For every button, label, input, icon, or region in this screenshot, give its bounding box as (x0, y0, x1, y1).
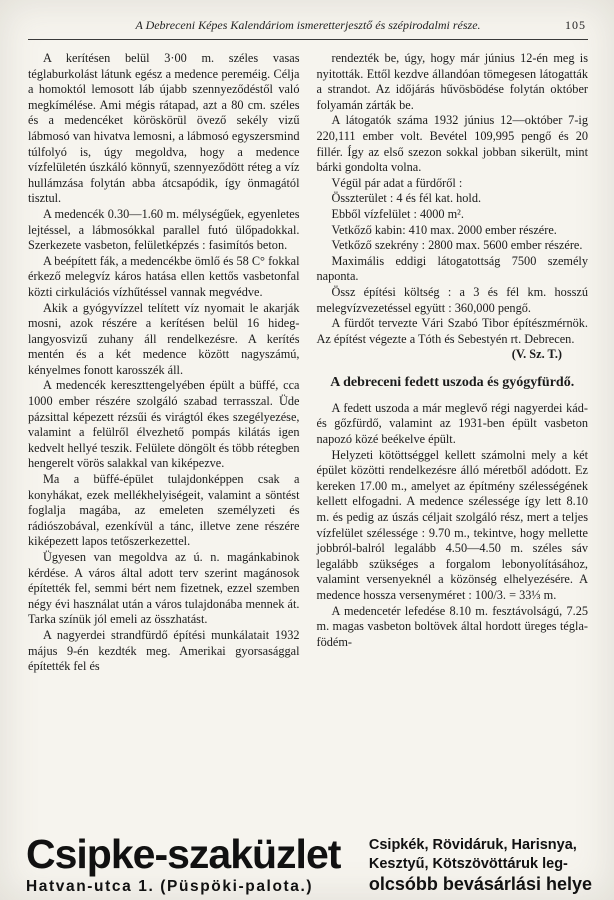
running-head (28, 18, 588, 34)
paragraph-left-3: A beépített fák, a medencékbe ömlő és 58 C° fokkal érkező melegvíz káros hatása ellen kettős vasbetonfal közti cirkulációs vízhűtéssel vannak megvédve. (28, 253, 300, 299)
paragraph-right-2: A látogatók száma 1932 június 12—október 7-ig 220,111 ember volt. Bevétel 109,995 pengő és 20 fillér. Így az első szezon sokkal jobban sikerült, mint bárki gondolta volna. (316, 113, 588, 175)
paragraph-left-2: A medencék 0.30—1.60 m. mélységűek, egyenletes lejtéssel, a lábmosókkal parallel futó ülőpadokkal. Szerkezete vasbeton, felületképzés : fasimítós beton. (28, 206, 300, 253)
stat-line-cost: Össz építési költség : a 3 és fél km. hosszú melegvízvezetéssel együtt : 360,000 pengő. (316, 284, 588, 315)
paragraph-left-1: A kerítésen belül 3·00 m. széles vasas téglaburkolást látunk egész a medence pereméig. Célja a homoktól lemosott láb újabb szennyeződéstől való megkímélése. Ami mégis rátapad, azt a 80 cm. széles és a medencéket köröskörül övező sekély vizű lábmosó van hivatva lemosni, a lábmosó egyszersmind túlfolyó is, úgy megoldva, hogy a medence vízfelületén úszkáló könnyű, szennyeződött réteg a víz hullámzása folytán abba átcsapódik, így önmagától tisztul. (28, 51, 300, 206)
page-number: 105 (565, 18, 586, 32)
stats-intro: Végül pár adat a fürdőről : (331, 175, 463, 190)
text-columns (28, 51, 588, 833)
header-rule (28, 39, 588, 40)
ad-products-block (369, 833, 592, 895)
paragraph-right-6: A medencetér lefedése 8.10 m. fesztávolságú, 7.25 m. magas vasbeton boltövek által hordott üreges tégla-födém- (316, 603, 588, 649)
paragraph-left-8: A nagyerdei strandfürdő építési munkálatait 1932 május 9-én kezdték meg. Amerikai gyorsasággal építették fel és (28, 627, 300, 674)
paragraph-right-5: Helyzeti kötöttséggel kellett számolni mely a két épület közötti rendelkezésre álló méretből adódott. Ez kereken 17.00 m., amelyet az építmény szélességének kellett elfogadni. A medence szélessége így lett 8.10 m. és pedig az úszás céljait szolgáló rész, mert a teljes vízfelület szélessége : 9.70 m., tekintve, hogy mellette jobbról-balról legalább 4.50—4.50 m. széles sáv legalább szükséges a forgalom lebonyolításához, valamint versenyeknél a közönség elhelyezésére. A medence hossza versenyméret : 100/3. = 33⅓ m. (316, 447, 588, 602)
paragraph-left-6: Ma a büffé-épület tulajdonképpen csak a konyhákat, ezek mellékhelyiségeit, valamint a söntést foglalja magába, az emeleten személyzeti és rádiószobával, ezenkívül a tánc, illetve zene részére kiképezett lapos tetőszerkezettel. (28, 472, 300, 549)
ad-shop-block (26, 833, 340, 896)
author-byline: (V. Sz. T.) (511, 347, 562, 362)
stat-line-water-surface: Ebből vízfelület : 4000 m². (331, 206, 464, 221)
paragraph-left-7: Ügyesen van megoldva az ú. n. magánkabinok kérdése. A város által adott terv szerint magánosok építették fel, semmi bért nem fizetnek, ezzel szemben négy évi használat után a város tulajdonába mennek át. Tarka színük jól emeli az összhatást. (28, 550, 300, 627)
stat-line-cabins: Vetkőző kabin: 410 max. 2000 ember részére. (331, 222, 557, 237)
left-column (28, 51, 300, 833)
ad-shop-name: Csipke-szaküzlet (26, 831, 341, 877)
paragraph-left-5: A medencék kereszttengelyében épült a büffé, cca 1000 ember részére szolgáló szabad terrasszal. Üde pázsittal képezett rézsűi és virágtól ékes szegélyezése, valamint a felülről élvezhető pompás kilátás igen kedvelt hellyé teszik. Felülete döngölt és több rétegben hengerelt vörös salakkal van kiképezve. (28, 378, 300, 471)
ad-products-line-1: Csipkék, Rövidáruk, Harisnya, (368, 837, 577, 853)
ad-products-line-2: Kesztyű, Kötszövöttáruk leg- (368, 855, 568, 872)
stat-line-max-visitors: Maximális eddigi látogatottság 7500 személy naponta. (316, 253, 588, 284)
running-head-title: A Debreceni Képes Kalendáriom ismeretterjesztő és szépirodalmi része. (135, 18, 481, 32)
advertisement (26, 833, 592, 896)
stat-line-total-area: Összterület : 4 és fél kat. hold. (331, 191, 482, 206)
ad-products-line-3: olcsóbb bevásárlási helye (368, 874, 592, 894)
paragraph-right-4: A fedett uszoda a már meglevő régi nagyerdei kád- és gőzfürdő, valamint az 1931-ben épült vasbeton napozó közé beékelve épült. (316, 400, 588, 447)
section-heading: A debreceni fedett uszoda és gyógyfürdő. (330, 374, 575, 390)
stat-line-lockers: Vetkőző szekrény : 2800 max. 5600 ember részére. (331, 238, 583, 253)
right-column (317, 51, 589, 833)
paragraph-left-4: Akik a gyógyvízzel telített víz nyomait le akarják mosni, azok részére a kerítésen belül 16 hideg-langyosvizű zuhany áll rendelkezésre. A kerítés mentén és a két medence között nagyszámú, kényelmes fonott karosszék áll. (28, 300, 300, 377)
paragraph-right-1: rendezték be, úgy, hogy már június 12-én meg is nyitották. Ettől kezdve állandóan tömegesen látogatták a strandot. Az időjárás hűvösbödése folytán október folyamán zárták be. (316, 51, 588, 112)
paragraph-right-3: A fürdőt tervezte Vári Szabó Tibor építészmérnök. Az építést végezte a Tóth és Sebestyén rt. Debrecen. (316, 316, 588, 346)
ad-shop-address: Hatvan-utca 1. (Püspöki-palota.) (26, 878, 314, 895)
